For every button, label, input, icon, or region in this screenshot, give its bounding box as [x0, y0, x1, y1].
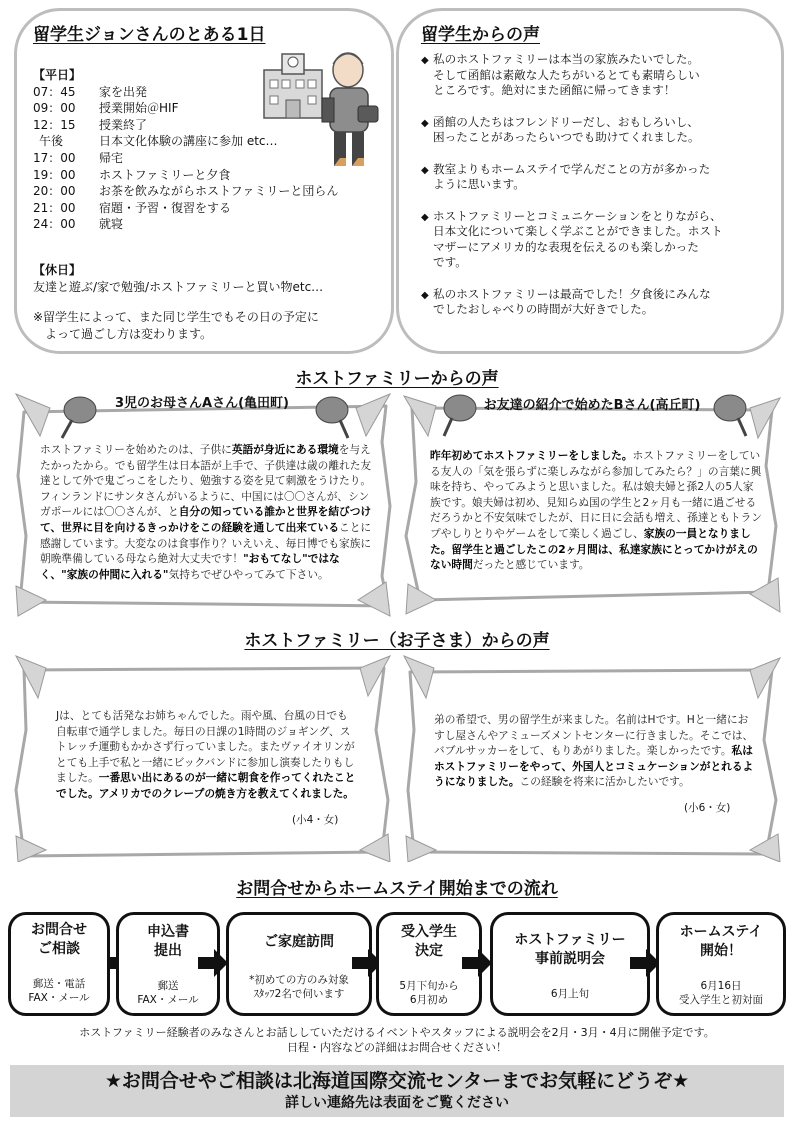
child-voice-c-card [10, 650, 394, 862]
student-voices-list [421, 52, 771, 334]
child-voice-d-text: 弟の希望で、男の留学生が来ました。名前はHです。Hと一緒におすし屋さんやアミューズメントセンターに行きました。そこでは、バブルサッカーをして、もりあがりました。楽しかったです。私はホストファミリーをやって、外国人とコミュケーションがとれるようになりました。この経験を将来に活かしたいです。 [434, 713, 754, 789]
flow-step-student-decision: 受入学生 決定 5月下旬から 6月初め [376, 912, 482, 1016]
holiday-section [33, 262, 323, 342]
schedule-note: ※留学生によって、また同じ学生でもその日の予定に [33, 310, 319, 325]
list-item: ◆ ホストファミリーとコミュニケーションをとりながら、 日本文化について楽しく学ぶことができました。ホスト マザーにアメリカ的な表現を伝えるのも楽しかった です。 [421, 208, 723, 269]
diamond-bullet-icon: ◆ [421, 211, 429, 223]
schedule-row: 17：00 帰宅 [33, 150, 124, 165]
flow-step-homestay-start: ホームステイ 開始！ 6月16日 受入学生と初対面 [656, 912, 786, 1016]
flow-step-briefing: ホストファミリー 事前説明会 6月上旬 [490, 912, 650, 1016]
list-item: ◆ 私のホストファミリーは最高でした！夕食後にみんな でしたおしゃべりの時間が大好きでした。 [421, 286, 711, 316]
schedule-note: よって過ごし方は変わります。 [45, 326, 213, 341]
host-voice-a-card [10, 386, 394, 618]
flow-arrow-icon [462, 949, 492, 977]
diamond-bullet-icon: ◆ [421, 289, 429, 301]
schedule-row: 19：00 ホストファミリーと夕食 [33, 167, 231, 182]
host-voices-title: ホストファミリーからの声 [295, 369, 499, 389]
diamond-bullet-icon: ◆ [421, 117, 429, 129]
host-voice-b-text: 昨年初めてホストファミリーをしました。ホストファミリーをしている友人の「気を張らずに楽しみながら参加してみたら？」の言葉に興味を持ち、やってみようと思いました。私は娘夫婦と孫2人の5人家族です。娘夫婦は初め、見知らぬ国の学生と2ヶ月も一緒に過ごせるだろうかと不安気味でしたが、日に日に会話も増え、孫達ともトランプやしりとりやゲームをして楽しく過ごし、家族の一員となりました。留学生と過ごしたこの2ヶ月間は、私達家族にとってかけがえのない時間だったと感じています。 [430, 449, 762, 572]
schedule-row: 09：00 授業開始＠HIF [33, 101, 179, 116]
host-voice-b-card [400, 386, 784, 618]
list-item: ◆ 函館の人たちはフレンドリーだし、おもしろいし、 困ったことがあったらいつでも助けてくれました。 [421, 114, 700, 144]
diamond-bullet-icon: ◆ [421, 55, 429, 66]
host-voice-a-text: ホストファミリーを始めたのは、子供に英語が身近にある環境を与えたかったから。でも留学生は日本語が上手で、子供達は歳の離れた友達として外で鬼ごっこをしたり、勉強する姿を見て刺激をうけたり。フィンランドにサンタさんがいるように、中国には〇〇さんが、シンガポールには〇〇さんが、と自分の知っている誰かと世界を結びつけて、世界に目を向けるきっかけをこの経験を通して出来ていることに感謝しています。大変なのは食事作り？いえいえ、毎日博でも家族に朝晩準備している母なら絶対大丈夫です！"おもてなし"ではなく、"家族の仲間に入れる"気持ちでぜひやってみて下さい。 [40, 443, 372, 581]
schedule-row: 12：15 授業終了 [33, 117, 148, 132]
day-schedule-title: 留学生ジョンさんのとある1日 [33, 25, 266, 45]
flow-step-home-visit: ご家庭訪問 *初めての方のみ対象 ｽﾀｯﾌ2名で伺います [226, 912, 372, 1016]
list-item: ◆ 私のホストファミリーは本当の家族みたいでした。 そして函館は素敵な人たちがいるとても素晴らしい ところです。絶対にまた函館に帰ってきます！ [421, 52, 700, 97]
schedule-row: 07：45 家を出発 [33, 84, 148, 99]
student-voices-title: 留学生からの声 [421, 25, 540, 45]
children-voices-title: ホストファミリー（お子さま）からの声 [244, 631, 550, 651]
child-voice-c-signature: (小4・女) [292, 814, 339, 826]
host-voice-b-heading: お友達の紹介で始めたBさん(高丘町) [483, 398, 701, 413]
holiday-label: 【休日】 [33, 263, 82, 277]
child-voice-d-signature: (小6・女) [684, 802, 731, 814]
flow-note: ホストファミリー経験者のみなさんとお話ししていただけるイベントやスタッフによる説明会を2月・3月・4月に開催予定です。 日程・内容などの詳細はお問合せください！ [79, 1026, 715, 1054]
host-voice-a-heading: 3児のお母さんAさん(亀田町) [115, 396, 289, 411]
contact-banner-main: ★お問合せやご相談は北海道国際交流センターまでお気軽にどうぞ★ [104, 1070, 690, 1092]
schedule-row: 20：00 お茶を飲みながらホストファミリーと団らん [33, 184, 339, 199]
schedule-row: 午後 日本文化体験の講座に参加 etc… [39, 134, 278, 149]
flow-title: お問合せからホームステイ開始までの流れ [236, 879, 558, 899]
flow-step-inquiry: お問合せ ご相談 郵送・電話 FAX・メール [8, 912, 110, 1016]
contact-banner [10, 1065, 784, 1117]
contact-banner-sub: 詳しい連絡先は表面をご覧ください [285, 1095, 509, 1111]
weekday-label: 【平日】 [33, 68, 82, 82]
flow-arrow-icon [198, 949, 228, 977]
diamond-bullet-icon: ◆ [421, 164, 429, 176]
list-item: ◆ 教室よりもホームステイで学んだことの方が多かった ように思います。 [421, 161, 711, 191]
holiday-text: 友達と遊ぶ/家で勉強/ホストファミリーと買い物etc… [33, 279, 324, 294]
weekday-schedule [33, 67, 338, 233]
flow-step-application: 申込書 提出 郵送 FAX・メール [116, 912, 220, 1016]
schedule-row: 24：00 就寝 [33, 217, 124, 232]
child-voice-c-text: Jは、とても活発なお姉ちゃんでした。雨や風、台風の日でも自転車で通学しました。毎日の日課の1時間のジョギング、ストレッチ運動もかかさず行っていました。またヴァイオリンがとても上手で私と一緒にビックバンドに参加し演奏したりもしました。一番思い出にあるのが一緒に朝食を作ってくれたことでした。アメリカでのクレープの焼き方を教えてくれました。 [56, 709, 356, 800]
schedule-row: 21：00 宿題・予習・復習をする [33, 200, 232, 215]
child-voice-d-card [400, 650, 784, 862]
